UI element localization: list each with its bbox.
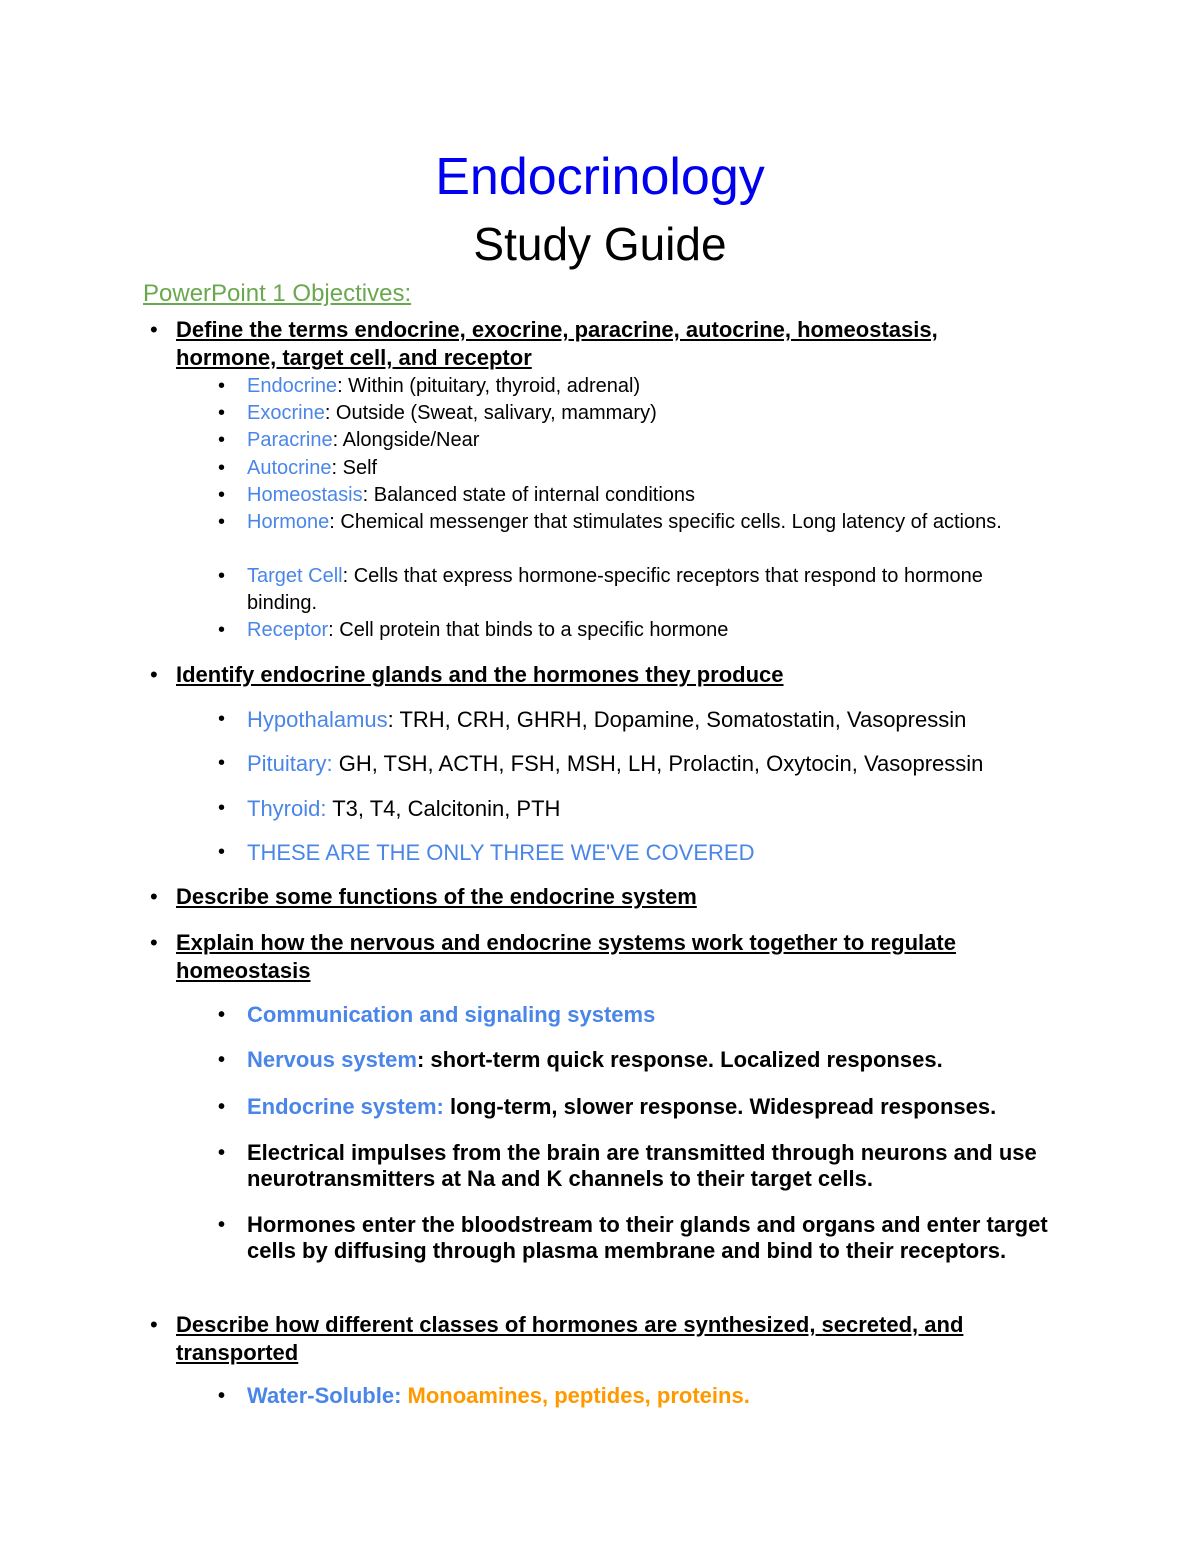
bullet-icon: • xyxy=(218,511,226,533)
page-title: Endocrinology xyxy=(435,148,765,206)
term-label: Paracrine xyxy=(247,429,333,451)
term-definition: Hormones enter the bloodstream to their glands and organs and enter target cells by diffusing through plasma membrane and bind to their receptors. xyxy=(247,1212,1048,1263)
bullet-icon: • xyxy=(150,662,158,687)
bullet-icon: • xyxy=(150,1312,158,1337)
term-definition: : Alongside/Near xyxy=(332,429,480,451)
bullet-icon: • xyxy=(218,484,226,506)
term-label: Thyroid: xyxy=(247,796,327,821)
bullet-icon: • xyxy=(150,930,158,955)
term-definition: Electrical impulses from the brain are transmitted through neurons and use neurotransmitters at Na and K channels to their target cells. xyxy=(247,1140,1037,1191)
term-label: Nervous system xyxy=(247,1047,417,1072)
objective-text: Explain how the nervous and endocrine systems work together to regulate homeostasis xyxy=(176,930,956,983)
term-label: Target Cell xyxy=(247,565,343,587)
objective-text: Describe how different classes of hormones are synthesized, secreted, and transported xyxy=(176,1312,964,1365)
bullet-icon: • xyxy=(218,1096,226,1118)
term-definition: : Cells that express hormone-specific receptors that respond to hormone binding. xyxy=(247,565,983,614)
bullet-icon: • xyxy=(218,1385,226,1407)
term-label: Water-Soluble: xyxy=(247,1383,402,1408)
term-label: Receptor xyxy=(247,619,329,641)
term-definition: long-term, slower response. Widespread responses. xyxy=(443,1094,997,1119)
term-definition: T3, T4, Calcitonin, PTH xyxy=(326,796,561,821)
term-label: Homeostasis xyxy=(247,484,363,506)
objective-text: Identify endocrine glands and the hormones they produce xyxy=(176,662,784,687)
section-heading: PowerPoint 1 Objectives: xyxy=(143,280,412,307)
bullet-icon: • xyxy=(218,619,226,641)
term-definition: : short-term quick response. Localized responses. xyxy=(416,1047,943,1072)
objective-text: Define the terms endocrine, exocrine, paracrine, autocrine, homeostasis, hormone, target cell, and receptor xyxy=(176,317,938,370)
term-label: THESE ARE THE ONLY THREE WE'VE COVERED xyxy=(247,840,755,865)
bullet-icon: • xyxy=(218,1214,226,1236)
page-subtitle: Study Guide xyxy=(473,218,727,270)
bullet-icon: • xyxy=(218,752,226,774)
bullet-icon: • xyxy=(218,797,226,819)
bullet-icon: • xyxy=(218,1142,226,1164)
term-definition: Monoamines, peptides, proteins. xyxy=(401,1383,750,1408)
term-label: Hypothalamus xyxy=(247,707,388,732)
term-label: Pituitary: xyxy=(247,751,333,776)
bullet-icon: • xyxy=(218,1049,226,1071)
term-label: Endocrine xyxy=(247,375,338,397)
term-label: Exocrine xyxy=(247,402,325,424)
bullet-icon: • xyxy=(218,708,226,730)
bullet-icon: • xyxy=(218,429,226,451)
term-label: Autocrine xyxy=(247,457,332,479)
term-definition: : Outside (Sweat, salivary, mammary) xyxy=(324,402,657,424)
term-definition: : Balanced state of internal conditions xyxy=(362,484,696,506)
term-definition: GH, TSH, ACTH, FSH, MSH, LH, Prolactin, Oxytocin, Vasopressin xyxy=(332,751,984,776)
bullet-icon: • xyxy=(218,565,226,587)
term-definition: : Chemical messenger that stimulates specific cells. Long latency of actions. xyxy=(329,511,1002,533)
term-label: Communication and signaling systems xyxy=(247,1002,656,1027)
term-label: Endocrine system: xyxy=(247,1094,444,1119)
term-definition: : TRH, CRH, GHRH, Dopamine, Somatostatin, Vasopressin xyxy=(387,707,967,732)
term-definition: : Within (pituitary, thyroid, adrenal) xyxy=(337,375,641,397)
term-definition: : Self xyxy=(331,457,378,479)
bullet-icon: • xyxy=(218,841,226,863)
bullet-icon: • xyxy=(218,1004,226,1026)
term-definition: : Cell protein that binds to a specific hormone xyxy=(328,619,729,641)
bullet-icon: • xyxy=(218,375,226,397)
objective-text: Describe some functions of the endocrine system xyxy=(176,884,697,909)
bullet-icon: • xyxy=(150,317,158,342)
term-label: Hormone xyxy=(247,511,330,533)
bullet-icon: • xyxy=(218,402,226,424)
bullet-icon: • xyxy=(150,884,158,909)
bullet-icon: • xyxy=(218,457,226,479)
